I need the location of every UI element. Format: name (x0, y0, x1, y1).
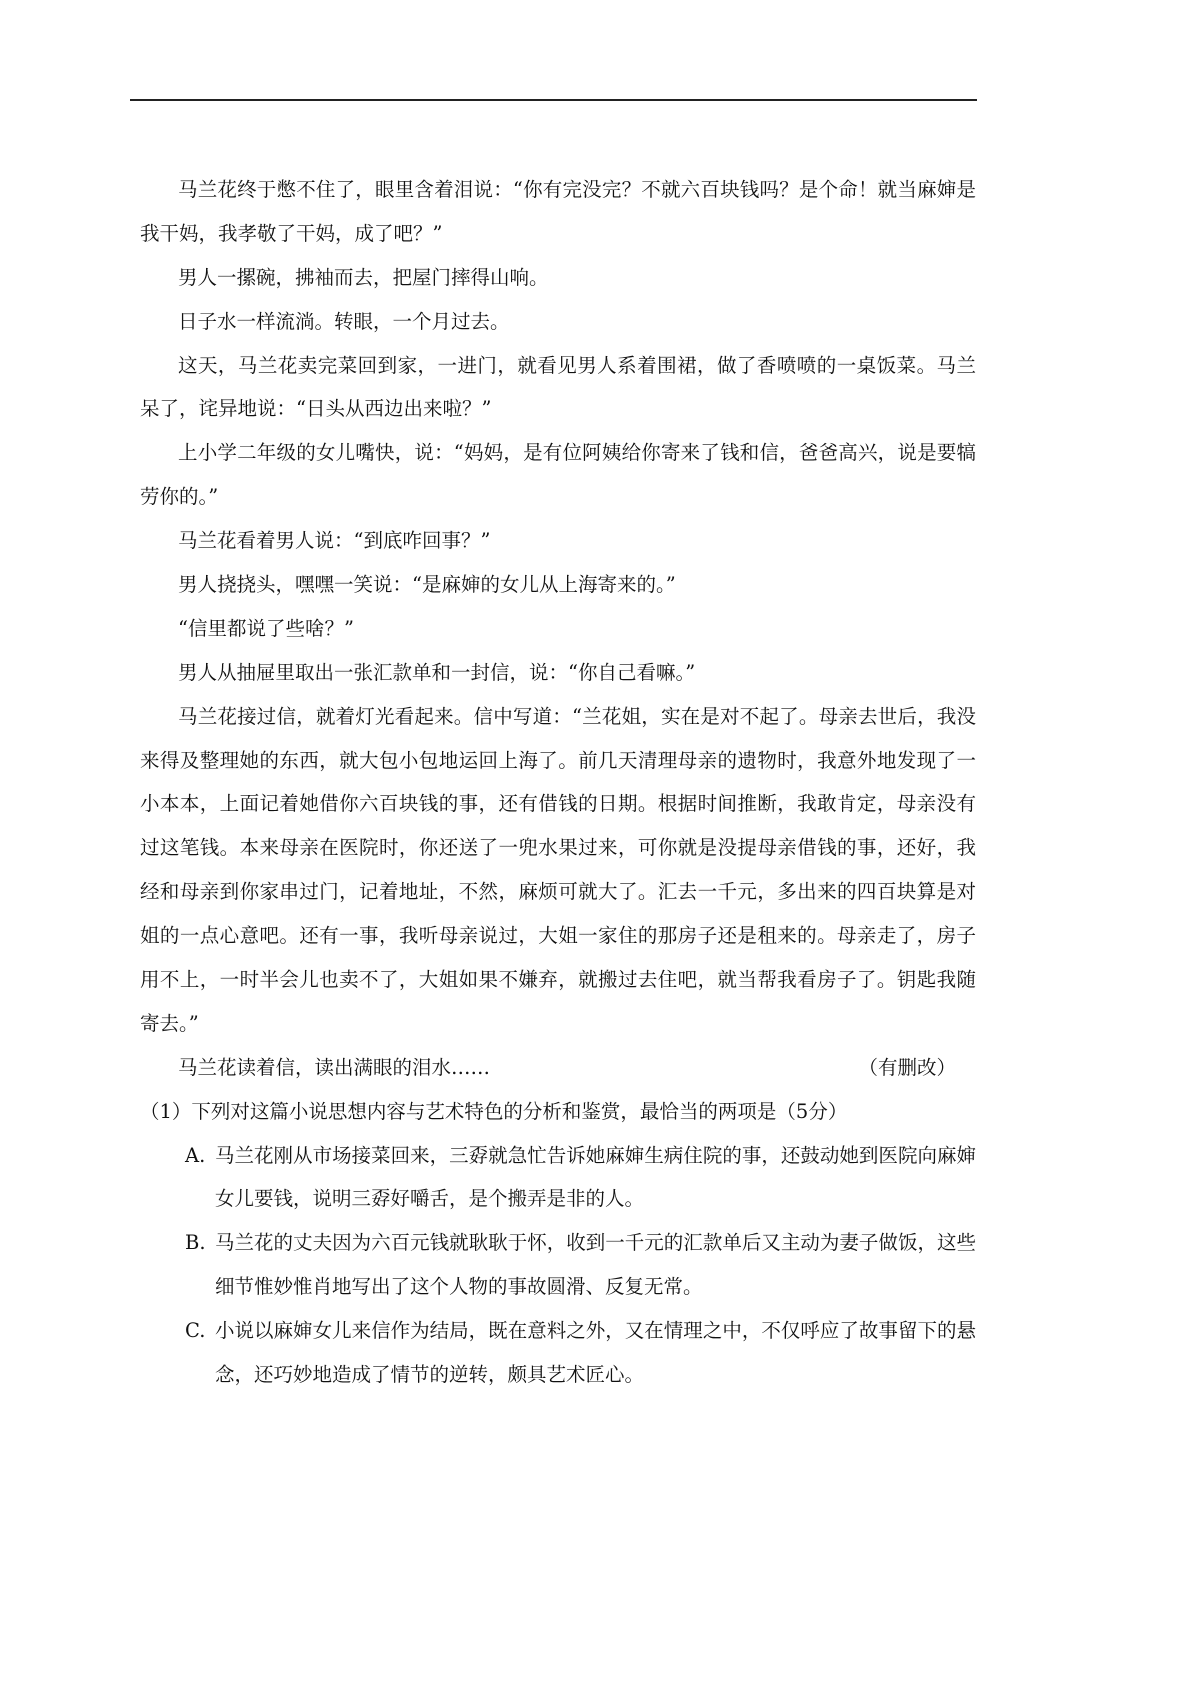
paragraph-line: 来得及整理她的东西，就大包小包地运回上海了。前几天清理母亲的遗物时，我意外地发现了一 (140, 748, 976, 772)
option-label: B. (185, 1231, 206, 1255)
paragraph-line: 上小学二年级的女儿嘴快，说：“妈妈，是有位阿姨给你寄来了钱和信，爸爸高兴，说是要犒 (178, 441, 976, 465)
paragraph-line (140, 1046, 976, 1090)
paragraph-line: 我干妈，我孝敬了干妈，成了吧？” (140, 221, 443, 245)
paragraph-line: 用不上，一时半会儿也卖不了，大姐如果不嫌弃，就搬过去住吧，就当帮我看房子了。钥匙我随 (140, 968, 976, 992)
option-text: 女儿要钱，说明三孬好嚼舌，是个搬弄是非的人。 (215, 1187, 645, 1211)
paragraph-line: 男人挠挠头，嘿嘿一笑说：“是麻婶的女儿从上海寄来的。” (178, 573, 676, 597)
paragraph-line: 经和母亲到你家串过门，记着地址，不然，麻烦可就大了。汇去一千元，多出来的四百块算是对 (140, 880, 976, 904)
option-a-line (140, 1134, 976, 1178)
paragraph-line: “信里都说了些啥？” (178, 616, 354, 640)
option-label: C. (185, 1319, 206, 1343)
option-text: 马兰花的丈夫因为六百元钱就耿耿于怀，收到一千元的汇款单后又主动为妻子做饭，这些 (215, 1231, 976, 1255)
paragraph-line: 马兰花终于憋不住了，眼里含着泪说：“你有完没完？不就六百块钱吗？是个命！就当麻婶是 (178, 178, 976, 201)
option-b-line (140, 1221, 976, 1265)
paragraph-line: 劳你的。” (140, 485, 219, 509)
paragraph-line: 男人一摞碗，拂袖而去，把屋门摔得山响。 (178, 265, 549, 289)
option-c-line (140, 1353, 976, 1397)
option-text: 念，还巧妙地造成了情节的逆转，颇具艺术匠心。 (215, 1363, 645, 1387)
paragraph-line: 男人从抽屉里取出一张汇款单和一封信，说：“你自己看嘛。” (178, 660, 696, 684)
option-a-line (140, 1177, 976, 1221)
question-stem: （1）下列对这篇小说思想内容与艺术特色的分析和鉴赏，最恰当的两项是（5分） (140, 1099, 848, 1123)
paragraph-line: 这天，马兰花卖完菜回到家，一进门，就看见男人系着围裙，做了香喷喷的一桌饭菜。马兰 (178, 353, 976, 377)
paragraph-line: 小本本，上面记着她借你六百块钱的事，还有借钱的日期。根据时间推断，我敢肯定，母亲没有 (140, 792, 976, 816)
paragraph-line: 呆了，诧异地说：“日头从西边出来啦？” (140, 397, 492, 421)
option-b-line (140, 1265, 976, 1309)
paragraph-line: 马兰花接过信，就着灯光看起来。信中写道：“兰花姐，实在是对不起了。母亲去世后，我没 (178, 704, 976, 728)
header-rule (130, 99, 977, 101)
option-text: 小说以麻婶女儿来信作为结局，既在意料之外，又在情理之中，不仅呼应了故事留下的悬 (215, 1319, 976, 1343)
option-c-line (140, 1309, 976, 1353)
paragraph-line: 马兰花看着男人说：“到底咋回事？” (178, 529, 491, 553)
paragraph-line: 日子水一样流淌。转眼，一个月过去。 (178, 309, 510, 333)
paragraph-line: 姐的一点心意吧。还有一事，我听母亲说过，大姐一家住的那房子还是租来的。母亲走了，房子 (140, 924, 976, 948)
source-note: （有删改） (858, 1055, 956, 1079)
document-body (140, 168, 976, 1397)
paragraph-text: 马兰花读着信，读出满眼的泪水…… (178, 1055, 491, 1079)
paragraph-line: 过这笔钱。本来母亲在医院时，你还送了一兜水果过来，可你就是没提母亲借钱的事，还好，我 (140, 836, 976, 860)
option-label: A. (185, 1143, 206, 1167)
paragraph-line: 寄去。” (140, 1011, 199, 1035)
option-text: 马兰花刚从市场接菜回来，三孬就急忙告诉她麻婶生病住院的事，还鼓动她到医院向麻婶 (215, 1143, 976, 1167)
option-text: 细节惟妙惟肖地写出了这个人物的事故圆滑、反复无常。 (215, 1275, 703, 1299)
